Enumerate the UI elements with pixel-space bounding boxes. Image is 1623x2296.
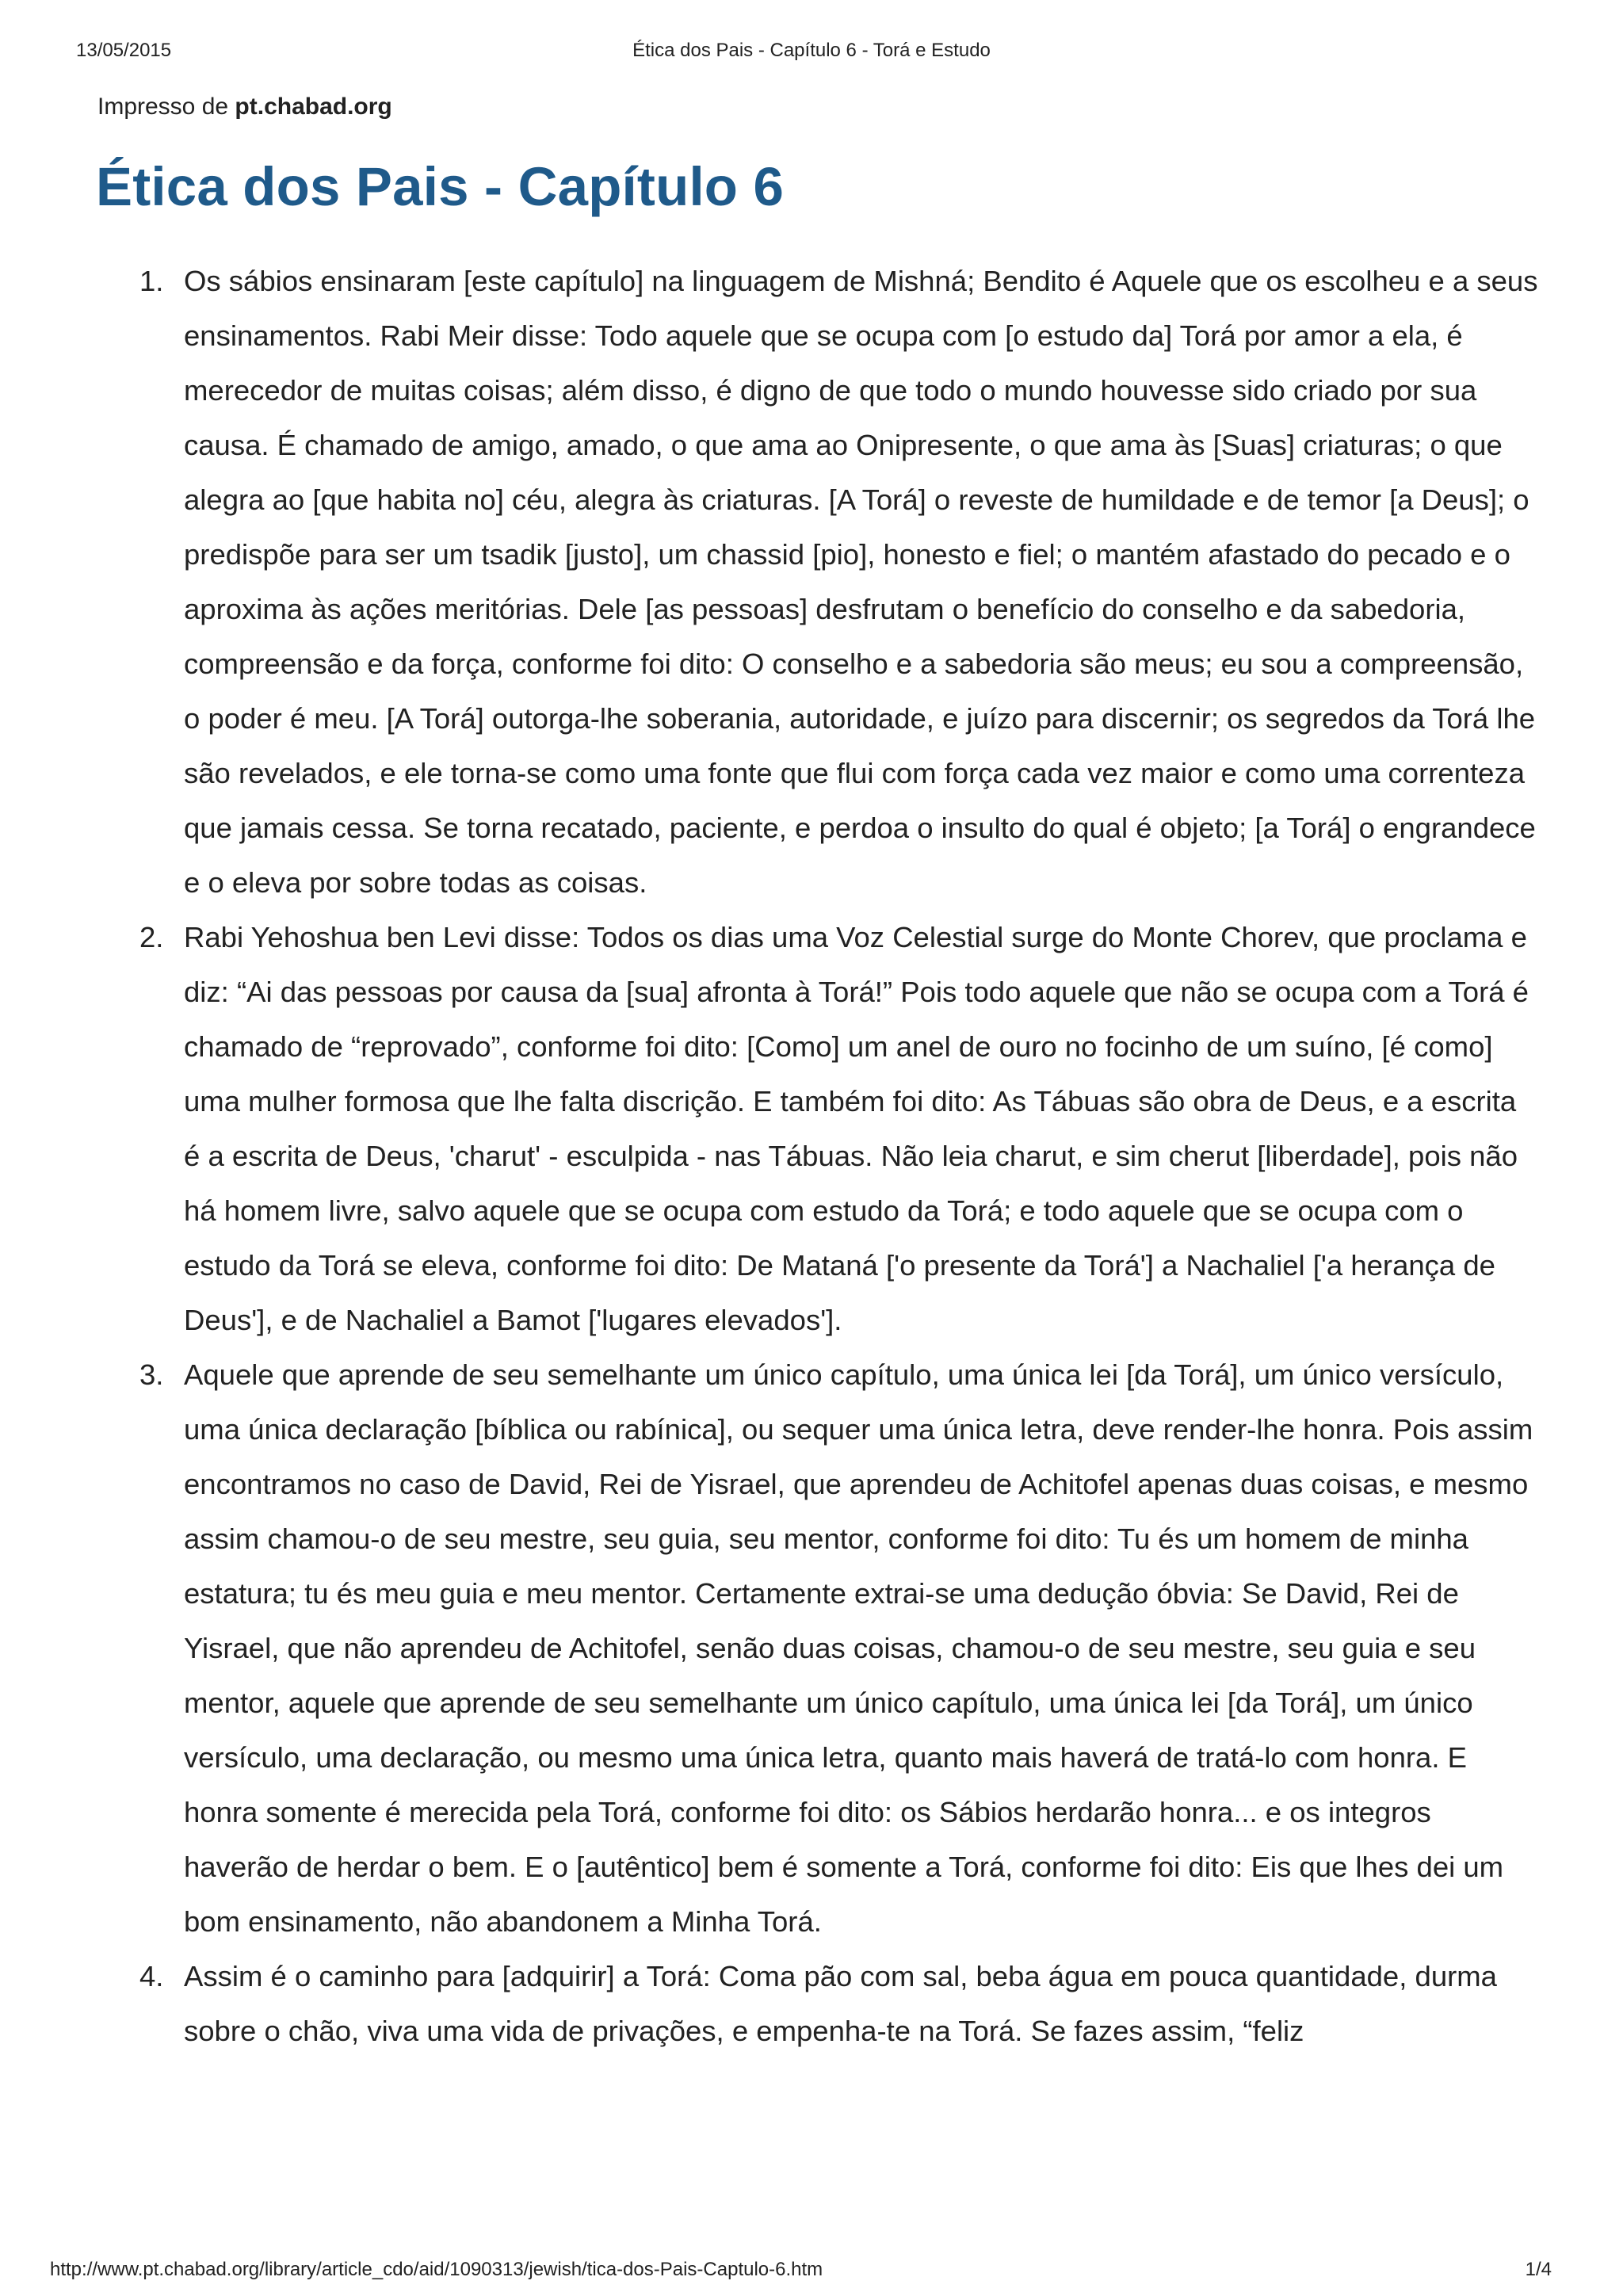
page-title: Ética dos Pais - Capítulo 6 [96,156,785,217]
item-number: 4. [139,1960,164,1992]
list-item [139,254,1539,910]
item-number: 2. [139,921,164,953]
list-item [139,910,1539,1347]
print-date: 13/05/2015 [76,40,172,61]
print-header [0,40,1623,71]
chapter-list [139,254,1539,2058]
page-number: 1/4 [1525,2259,1552,2280]
list-item [139,1949,1539,2058]
print-document-title: Ética dos Pais - Capítulo 6 - Torá e Estudo [632,40,991,61]
source-domain: pt.chabad.org [235,94,392,120]
list-item [139,1347,1539,1949]
item-text: Os sábios ensinaram [este capítulo] na linguagem de Mishná; Bendito é Aquele que os escolheu e a seus ensinamentos. Rabi Meir disse: Todo aquele que se ocupa com [o estudo da] Torá por amor a ela, é merecedor de muitas coisas; além disso, é digno de que todo o mundo houvesse sido criado por sua causa. É chamado de amigo, amado, o que ama ao Onipresente, o que ama às [Suas] criaturas; o que alegra ao [que habita no] céu, alegra às criaturas. [A Torá] o reveste de humildade e de temor [a Deus]; o predispõe para ser um tsadik [justo], um chassid [pio], honesto e fiel; o mantém afastado do pecado e o aproxima às ações meritórias. Dele [as pessoas] desfrutam o benefício do conselho e da sabedoria, compreensão e da força, conforme foi dito: O conselho e a sabedoria são meus; eu sou a compreensão, o poder é meu. [A Torá] outorga-lhe soberania, autoridade, e juízo para discernir; os segredos da Torá lhe são revelados, e ele torna-se como uma fonte que flui com força cada vez maior e como uma correnteza que jamais cessa. Se torna recatado, paciente, e perdoa o insulto do qual é objeto; [a Torá] o engrandece e o eleva por sobre todas as coisas. [184,265,1538,899]
item-text: Rabi Yehoshua ben Levi disse: Todos os dias uma Voz Celestial surge do Monte Chorev, que proclama e diz: “Ai das pessoas por causa da [sua] afronta à Torá!” Pois todo aquele que não se ocupa com a Torá é chamado de “reprovado”, conforme foi dito: [Como] um anel de ouro no focinho de um suíno, [é como] uma mulher formosa que lhe falta discrição. E também foi dito: As Tábuas são obra de Deus, e a escrita é a escrita de Deus, 'charut' - esculpida - nas Tábuas. Não leia charut, e sim cherut [liberdade], pois não há homem livre, salvo aquele que se ocupa com estudo da Torá; e todo aquele que se ocupa com o estudo da Torá se eleva, conforme foi dito: De Mataná ['o presente da Torá'] a Nachaliel ['a herança de Deus'], e de Nachaliel a Bamot ['lugares elevados']. [184,921,1529,1336]
page-url: http://www.pt.chabad.org/library/article_cdo/aid/1090313/jewish/tica-dos-Pais-Captulo-6.htm [50,2259,823,2280]
item-number: 1. [139,265,164,297]
item-number: 3. [139,1358,164,1391]
source-line [97,94,392,120]
source-prefix: Impresso de [97,94,235,120]
item-text: Aquele que aprende de seu semelhante um único capítulo, uma única lei [da Torá], um único versículo, uma única declaração [bíblica ou rabínica], ou sequer uma única letra, deve render-lhe honra. Pois assim encontramos no caso de David, Rei de Yisrael, que aprendeu de Achitofel apenas duas coisas, e mesmo assim chamou-o de seu mestre, seu guia, seu mentor, conforme foi dito: Tu és um homem de minha estatura; tu és meu guia e meu mentor. Certamente extrai-se uma dedução óbvia: Se David, Rei de Yisrael, que não aprendeu de Achitofel, senão duas coisas, chamou-o de seu mestre, seu guia e seu mentor, aquele que aprende de seu semelhante um único capítulo, uma única lei [da Torá], um único versículo, uma declaração, ou mesmo uma única letra, quanto mais haverá de tratá-lo com honra. E honra somente é merecida pela Torá, conforme foi dito: os Sábios herdarão honra... e os integros haverão de herdar o bem. E o [autêntico] bem é somente a Torá, conforme foi dito: Eis que lhes dei um bom ensinamento, não abandonem a Minha Torá. [184,1358,1533,1938]
item-text: Assim é o caminho para [adquirir] a Torá: Coma pão com sal, beba água em pouca quantidade, durma sobre o chão, viva uma vida de privações, e empenha-te na Torá. Se fazes assim, “feliz [184,1960,1497,2047]
